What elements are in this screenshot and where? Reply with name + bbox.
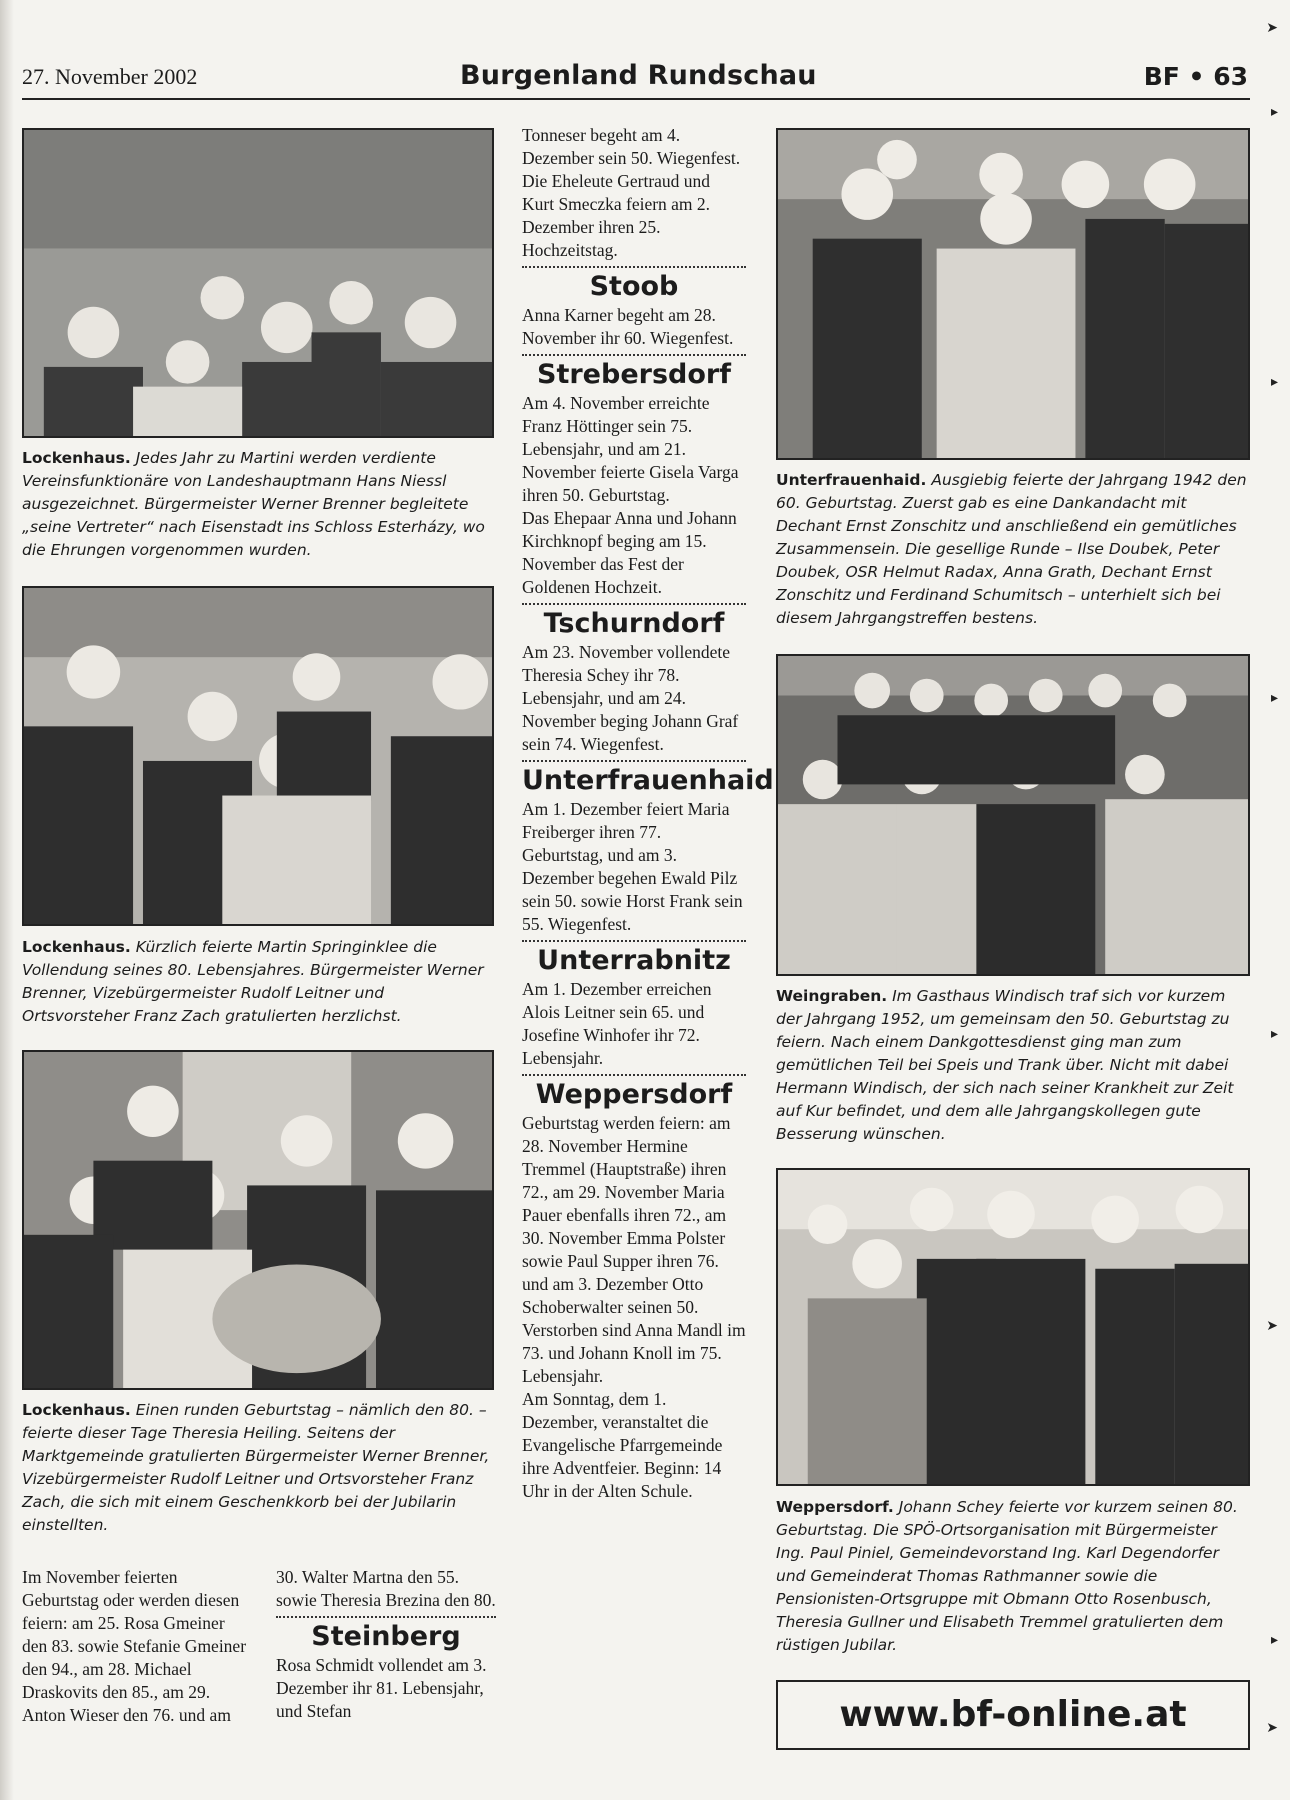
caption-lockenhaus-2: Lockenhaus. Kürzlich feierte Martin Springinklee die Vollendung seines 80. Lebensjahres. Bürgermeister Werner Brenner, Vizebürgermeister Rudolf Leitner und Ortsvorsteher Franz Zach gratulierten herzlichst. xyxy=(22,938,484,1025)
heading-tschurndorf: Tschurndorf xyxy=(543,608,725,639)
heading-steinberg: Steinberg xyxy=(311,1621,461,1652)
heading-stoob: Stoob xyxy=(589,271,679,302)
text-column-left-a: Im November feierten Geburtstag oder werden diesen feiern: am 25. Rosa Gmeiner den 83. sowie Stefanie Gmeiner den 94., am 28. Michael Draskovits den 85., am 29. Anton Wieser den 76. und am xyxy=(22,1567,247,1725)
photo-lockenhaus-springinklee xyxy=(22,586,494,926)
photo-lockenhaus-heiling xyxy=(22,1050,494,1390)
photo-weppersdorf xyxy=(776,1168,1250,1486)
newspaper-title: Burgenland Rundschau xyxy=(460,60,817,91)
photo-unterfrauenhaid xyxy=(776,128,1250,460)
heading-unterrabnitz: Unterrabnitz xyxy=(537,945,731,976)
photo-lockenhaus-martini xyxy=(22,128,494,438)
heading-strebersdorf: Strebersdorf xyxy=(537,359,731,390)
caption-weppersdorf: Weppersdorf. Johann Schey feierte vor kurzem seinen 80. Geburtstag. Die SPÖ-Ortsorganisation mit Bürgermeister Ing. Paul Piniel, Gemeindevorstand Ing. Karl Degendorfer und Gemeinderat Thomas Rathmanner sowie die Pensionisten-Ortsgruppe mit Obmann Otto Rosenbusch, Theresia Gullner und Elisabeth Tremmel gratulierten dem rüstigen Jubilar. xyxy=(776,1498,1238,1654)
caption-unterfrauenhaid: Unterfrauenhaid. Ausgiebig feierte der Jahrgang 1942 den 60. Geburtstag. Zuerst gab es eine Dankandacht mit Dechant Ernst Zonschitz und anschließend ein gemütliches Zusammensein. Die gesellige Runde – Ilse Doubek, Peter Doubek, OSR Helmut Radax, Anna Grath, Dechant Ernst Zonschitz und Ferdinand Schumitsch – unterhielt sich bei diesem Jahrgangstreffen bestens. xyxy=(776,471,1247,627)
margin-mark: ➤ xyxy=(1266,1319,1278,1334)
margin-mark: ▸ xyxy=(1270,1027,1278,1042)
photo-weingraben xyxy=(776,654,1250,976)
margin-mark: ▸ xyxy=(1270,691,1278,706)
issue-date: 27. November 2002 xyxy=(22,64,198,89)
section-separator xyxy=(276,1616,496,1618)
margin-mark: ▸ xyxy=(1270,1633,1278,1648)
margin-mark: ▸ xyxy=(1270,375,1278,390)
heading-weppersdorf: Weppersdorf xyxy=(535,1079,733,1110)
heading-unterfrauenhaid: Unterfrauenhaid xyxy=(522,765,774,796)
text-column-left-b: 30. Walter Martna den 55. sowie Theresia Brezina den 80. Steinberg Rosa Schmidt vollendet am 3. Dezember ihr 81. Lebensjahr, und Stefan xyxy=(276,1567,496,1721)
header-rule xyxy=(22,98,1250,100)
caption-lockenhaus-1: Lockenhaus. Jedes Jahr zu Martini werden verdiente Vereinsfunktionäre von Landeshauptmann Hans Niessl ausgezeichnet. Bürgermeister Werner Brenner begleitete „seine Vertreter“ nach Eisenstadt ins Schloss Esterházy, wo die Ehrungen vorgenommen wurden. xyxy=(22,449,485,559)
margin-mark: ➤ xyxy=(1266,21,1278,36)
page-number: BF • 63 xyxy=(1143,62,1248,91)
caption-lockenhaus-3: Lockenhaus. Einen runden Geburtstag – nämlich den 80. – feierte dieser Tage Theresia Heiling. Seitens der Marktgemeinde gratulierten Bürgermeister Werner Brenner, Vizebürgermeister Rudolf Leitner und Ortsvorsteher Franz Zach, die sich mit einem Geschenkkorb bei der Jubilarin einstellten. xyxy=(22,1401,490,1534)
page-binding-shadow xyxy=(0,0,14,1800)
website-url-box[interactable]: www.bf-online.at xyxy=(776,1680,1250,1750)
text-column-middle: Tonneser begeht am 4. Dezember sein 50. Wiegenfest. Die Eheleute Gertraud und Kurt Smeczka feiern am 2. Dezember ihren 25. Hochzeitstag. Stoob Anna Karner begeht am 28. November ihr 60. Wiegenfest. Strebersdorf Am 4. November erreichte Franz Höttinger sein 75. Lebensjahr, und am 21. November feierte Gisela Varga ihren 50. Geburtstag. Das Ehepaar Anna und Johann Kirchknopf beging am 15. November das Fest der Goldenen Hochzeit. Tschurndorf Am 23. November vollendete Theresia Schey ihr 78. Lebensjahr, und am 24. November beging Johann Graf sein 74. Wiegenfest. Unterfrauenhaid Am 1. Dezember feiert Maria Freiberger ihren 77. Geburtstag, und am 3. Dezember begehen Ewald Pilz sein 50. sowie Horst Frank sein 55. Wiegenfest. Unterrabnitz Am 1. Dezember erreichen Alois Leitner sein 65. und Josefine Winhofer ihr 72. Lebensjahr. Weppersdorf Geburtstag werden feiern: am 28. November Hermine Tremmel (Hauptstraße) ihren 72., am 29. November Maria Pauer ebenfalls ihren 72., am 30. November Emma Polster sowie Paul Supper ihren 76. und am 3. Dezember Otto Schoberwalter seinen 50. Verstorben sind Anna Mandl im 73. und Johann Knoll im 75. Lebensjahr. Am Sonntag, dem 1. Dezember, veranstaltet die Evangelische Pfarrgemeinde ihre Adventfeier. Beginn: 14 Uhr in der Alten Schule. xyxy=(522,125,774,1501)
margin-mark: ➤ xyxy=(1266,1721,1278,1736)
margin-mark: ▸ xyxy=(1270,105,1278,120)
caption-weingraben: Weingraben. Im Gasthaus Windisch traf sich vor kurzem der Jahrgang 1952, um gemeinsam den 50. Geburtstag zu feiern. Nach einem Dankgottesdienst ging man zum gemütlichen Teil bei Speis und Trank über. Nicht mit dabei Hermann Windisch, der sich nach seiner Krankheit zur Zeit auf Kur befindet, und dem alle Jahrgangskollegen gute Besserung wünschen. xyxy=(776,987,1234,1143)
